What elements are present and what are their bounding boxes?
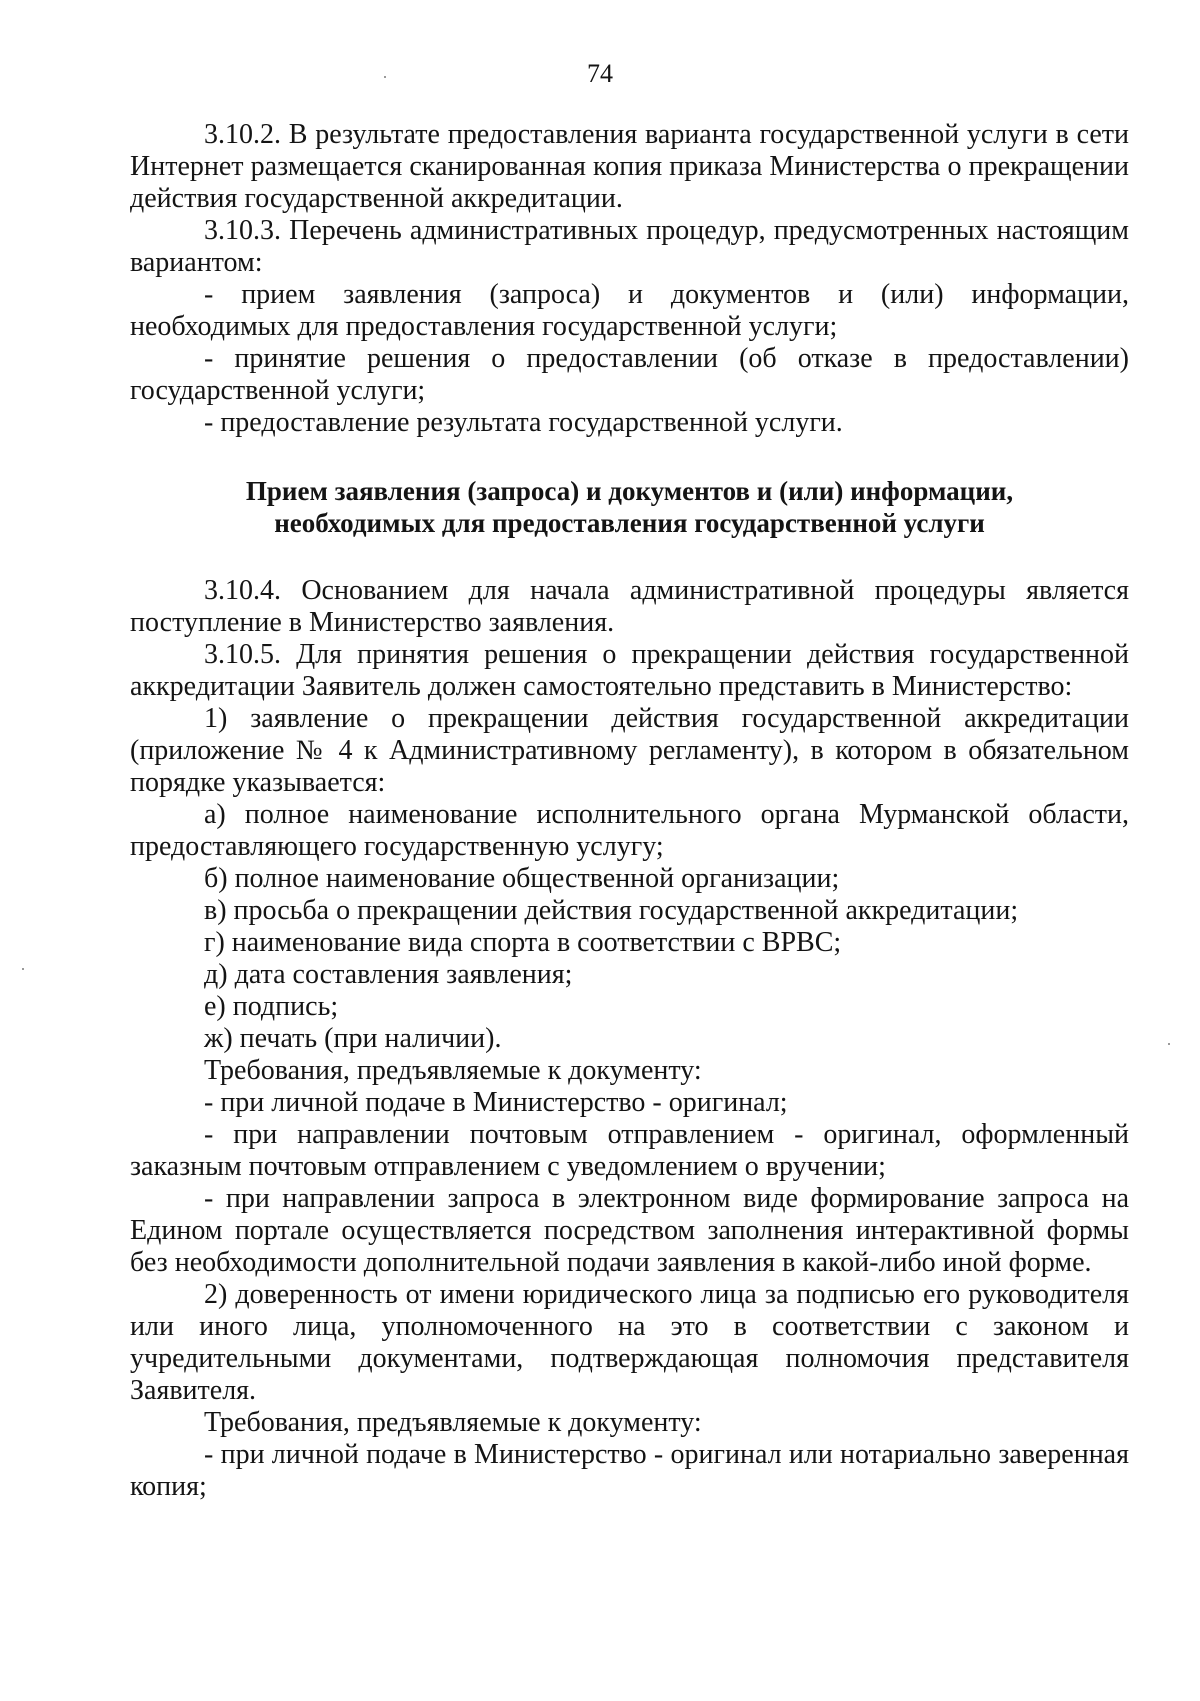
- requirements-heading: Требования, предъявляемые к документу:: [204, 1055, 702, 1086]
- paragraph-3-10-2: 3.10.2. В результате предоставления варианта государственной услуги в сети Интернет размещается сканированная копия приказа Министерства о прекращении действия государственной аккредитации.: [130, 119, 1129, 214]
- requirements-heading-2: Требования, предъявляемые к документу:: [204, 1407, 702, 1438]
- list-item-e: е) подпись;: [204, 991, 339, 1022]
- paragraph-3-10-5: 3.10.5. Для принятия решения о прекращении действия государственной аккредитации Заявитель должен самостоятельно представить в Министерство:: [130, 639, 1129, 702]
- list-item-procedure-3: - предоставление результата государственной услуги.: [204, 407, 843, 438]
- paragraph-3-10-4: 3.10.4. Основанием для начала административной процедуры является поступление в Министерство заявления.: [130, 575, 1129, 638]
- list-item-application: 1) заявление о прекращении действия государственной аккредитации (приложение № 4 к Административному регламенту), в котором в обязательном порядке указывается:: [130, 703, 1129, 798]
- list-item-v: в) просьба о прекращении действия государственной аккредитации;: [204, 895, 1019, 926]
- list-item-procedure-2: - принятие решения о предоставлении (об отказе в предоставлении) государственной услуги;: [130, 343, 1129, 406]
- list-item-b: б) полное наименование общественной организации;: [204, 863, 840, 894]
- list-item-zh: ж) печать (при наличии).: [204, 1023, 502, 1054]
- requirement-by-post: - при направлении почтовым отправлением - оригинал, оформленный заказным почтовым отправлением с уведомлением о вручении;: [130, 1119, 1129, 1182]
- document-body: [130, 119, 1129, 1503]
- list-item-d: д) дата составления заявления;: [204, 959, 573, 990]
- paragraph-3-10-3: 3.10.3. Перечень административных процедур, предусмотренных настоящим вариантом:: [130, 215, 1129, 278]
- page-number: 74: [587, 59, 613, 88]
- list-item-power-of-attorney: 2) доверенность от имени юридического лица за подписью его руководителя или иного лица, уполномоченного на это в соответствии с законом и учредительными документами, подтверждающая полномочия представителя Заявителя.: [130, 1279, 1129, 1406]
- requirement-in-person: - при личной подаче в Министерство - оригинал;: [204, 1087, 788, 1118]
- requirement-electronic: - при направлении запроса в электронном виде формирование запроса на Едином портале осуществляется посредством заполнения интерактивной формы без необходимости дополнительной подачи заявления в какой-либо иной форме.: [130, 1183, 1129, 1278]
- list-item-a: а) полное наименование исполнительного органа Мурманской области, предоставляющего государственную услугу;: [130, 799, 1129, 862]
- list-item-procedure-1: - прием заявления (запроса) и документов и (или) информации, необходимых для предоставления государственной услуги;: [130, 279, 1129, 342]
- list-item-g: г) наименование вида спорта в соответствии с ВРВС;: [204, 927, 842, 958]
- scan-speck: [22, 968, 24, 970]
- section-heading-line-2: необходимых для предоставления государственной услуги: [274, 508, 985, 538]
- requirement-in-person-2: - при личной подаче в Министерство - оригинал или нотариально заверенная копия;: [130, 1439, 1129, 1502]
- scan-speck: [1168, 1043, 1170, 1045]
- section-heading-line-1: Прием заявления (запроса) и документов и (или) информации,: [245, 476, 1014, 506]
- section-heading: [130, 475, 1129, 539]
